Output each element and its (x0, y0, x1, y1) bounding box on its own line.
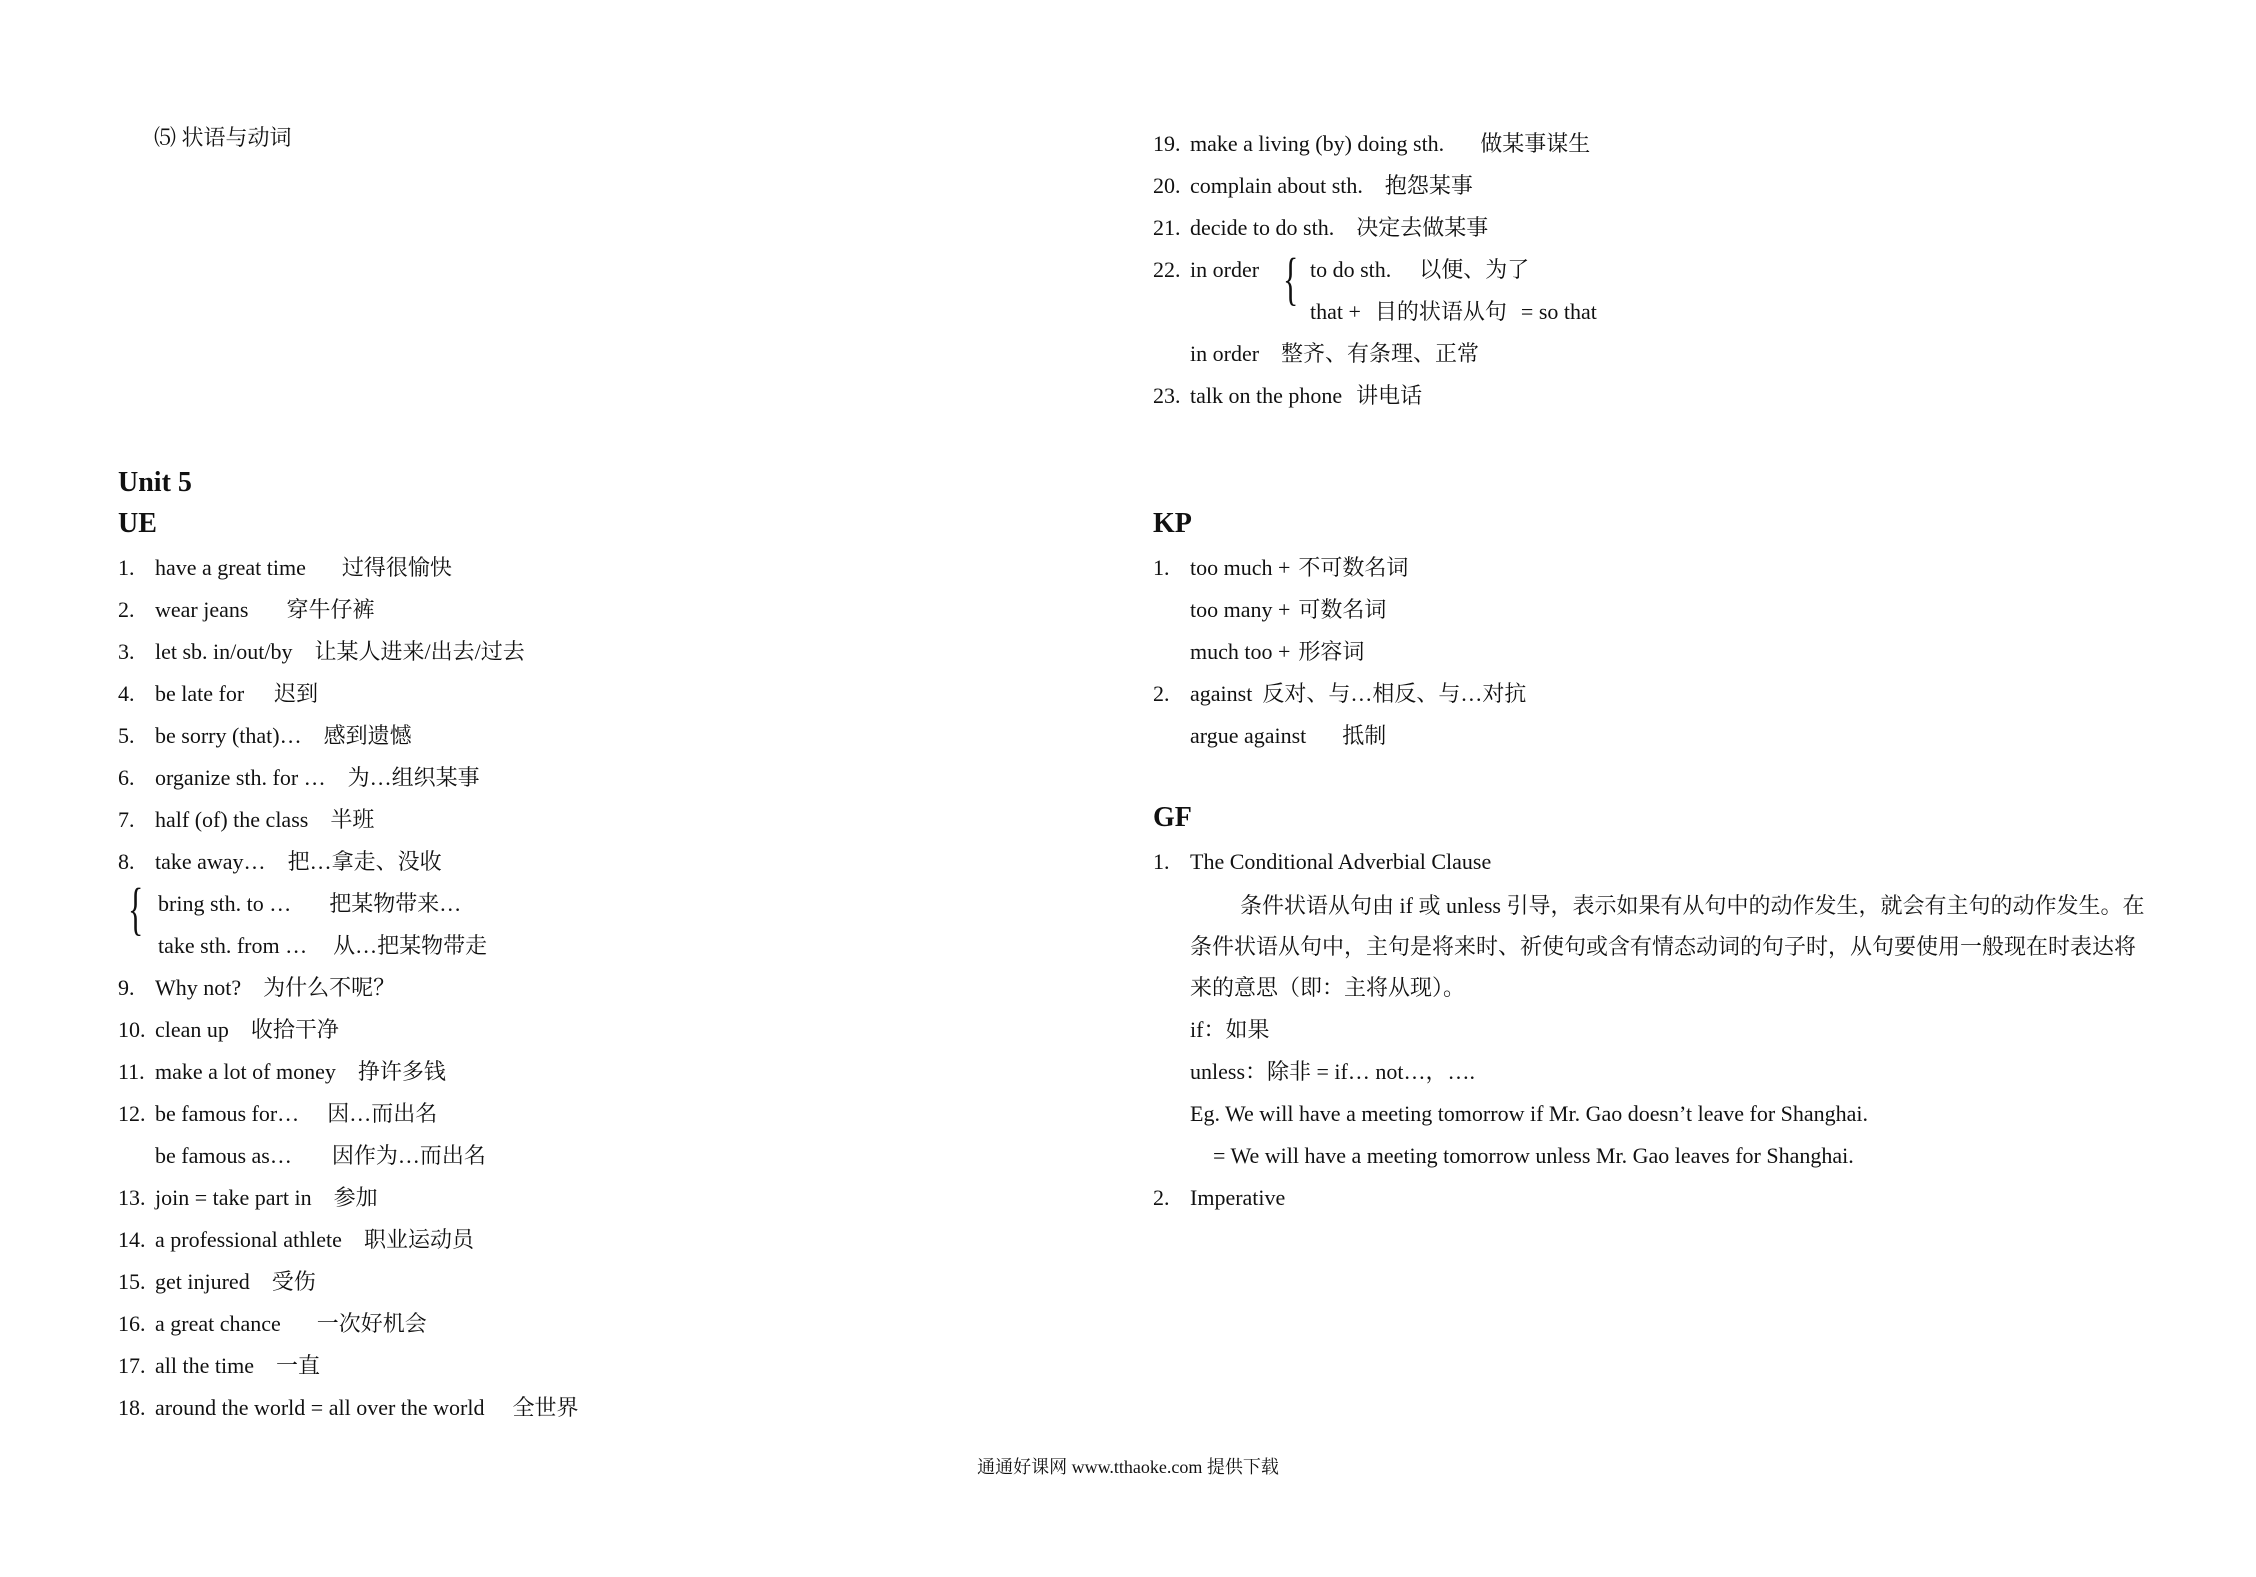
list-item: much too + 形容词 (1190, 639, 1365, 664)
list-item: 1. The Conditional Adverbial Clause (1153, 849, 1492, 874)
list-item: 23. talk on the phone 讲电话 (1153, 383, 1423, 408)
list-item: 1. too much + 不可数名词 (1153, 555, 1409, 580)
list-item: 15. get injured 受伤 (118, 1269, 316, 1294)
list-item: 10. clean up 收拾干净 (118, 1017, 339, 1042)
list-item: 21. decide to do sth. 决定去做某事 (1153, 215, 1489, 240)
intro-text: ⑸ 状语与动词 (154, 125, 292, 150)
list-item: 4. be late for 迟到 (118, 681, 319, 706)
list-item: 19. make a living (by) doing sth. 做某事谋生 (1153, 131, 1591, 156)
list-item: 5. be sorry (that)… 感到遗憾 (118, 723, 412, 748)
list-item: 1. have a great time 过得很愉快 (118, 555, 452, 580)
gf1-paragraph: 条件状语从句由 if 或 unless 引导，表示如果有从句中的动作发生，就会有主句的动作发生。在条件状语从句中，主句是将来时、祈使句或含有情态动词的句子时，从句要使用一般现在时表达将来的意思（即：主将从现）。 (1190, 893, 2145, 1000)
list-item: bring sth. to … 把某物带来… (158, 891, 462, 916)
list-item: 2. Imperative (1153, 1185, 1286, 1210)
list-item: 9. Why not? 为什么不呢？ (118, 975, 396, 1000)
gf1-if-line: if：如果 (1190, 1017, 1270, 1042)
list-item: 20. complain about sth. 抱怨某事 (1153, 173, 1473, 198)
brace-symbol: { (128, 876, 144, 941)
list-item: 16. a great chance 一次好机会 (118, 1311, 427, 1336)
list-item: 3. let sb. in/out/by 让某人进来/出去/过去 (118, 639, 525, 664)
list-item: 13. join = take part in 参加 (118, 1185, 378, 1210)
list-item: 6. organize sth. for … 为…组织某事 (118, 765, 480, 790)
list-item: 7. half (of) the class 半班 (118, 807, 375, 832)
list-item: 8. take away… 把…拿走、没收 (118, 849, 442, 874)
list-item: that + 目的状语从句 = so that (1310, 299, 1597, 324)
list-item: take sth. from … 从…把某物带走 (158, 933, 488, 958)
list-item: 2. wear jeans 穿牛仔裤 (118, 597, 375, 622)
brace-symbol: { (1283, 246, 1299, 311)
unit-title: Unit 5 (118, 467, 192, 498)
list-item: in order 整齐、有条理、正常 (1190, 341, 1480, 366)
kp-title: KP (1153, 508, 1192, 539)
list-item: too many + 可数名词 (1190, 597, 1387, 622)
gf1-unless-line: unless：除非 = if… not…，…. (1190, 1059, 1475, 1084)
list-item: be famous as… 因作为…而出名 (155, 1143, 486, 1168)
gf1-example-1: Eg. We will have a meeting tomorrow if Mr. Gao doesn’t leave for Shanghai. (1190, 1101, 1869, 1126)
list-item: 12. be famous for… 因…而出名 (118, 1101, 438, 1126)
page-footer: 通通好课网 www.tthaoke.com 提供下载 (977, 1457, 1279, 1477)
list-item: 22. in order (1153, 257, 1260, 282)
list-item: to do sth. 以便、为了 (1310, 257, 1530, 282)
list-item: 2. against 反对、与…相反、与…对抗 (1153, 681, 1527, 706)
gf1-example-2: = We will have a meeting tomorrow unless Mr. Gao leaves for Shanghai. (1213, 1143, 1854, 1168)
list-item: 18. around the world = all over the world 全世界 (118, 1395, 579, 1420)
list-item: 17. all the time 一直 (118, 1353, 320, 1378)
list-item: 11. make a lot of money 挣许多钱 (118, 1059, 446, 1084)
list-item: argue against 抵制 (1190, 723, 1387, 748)
ue-title: UE (118, 508, 157, 539)
list-item: 14. a professional athlete 职业运动员 (118, 1227, 474, 1252)
gf-title: GF (1153, 802, 1192, 833)
